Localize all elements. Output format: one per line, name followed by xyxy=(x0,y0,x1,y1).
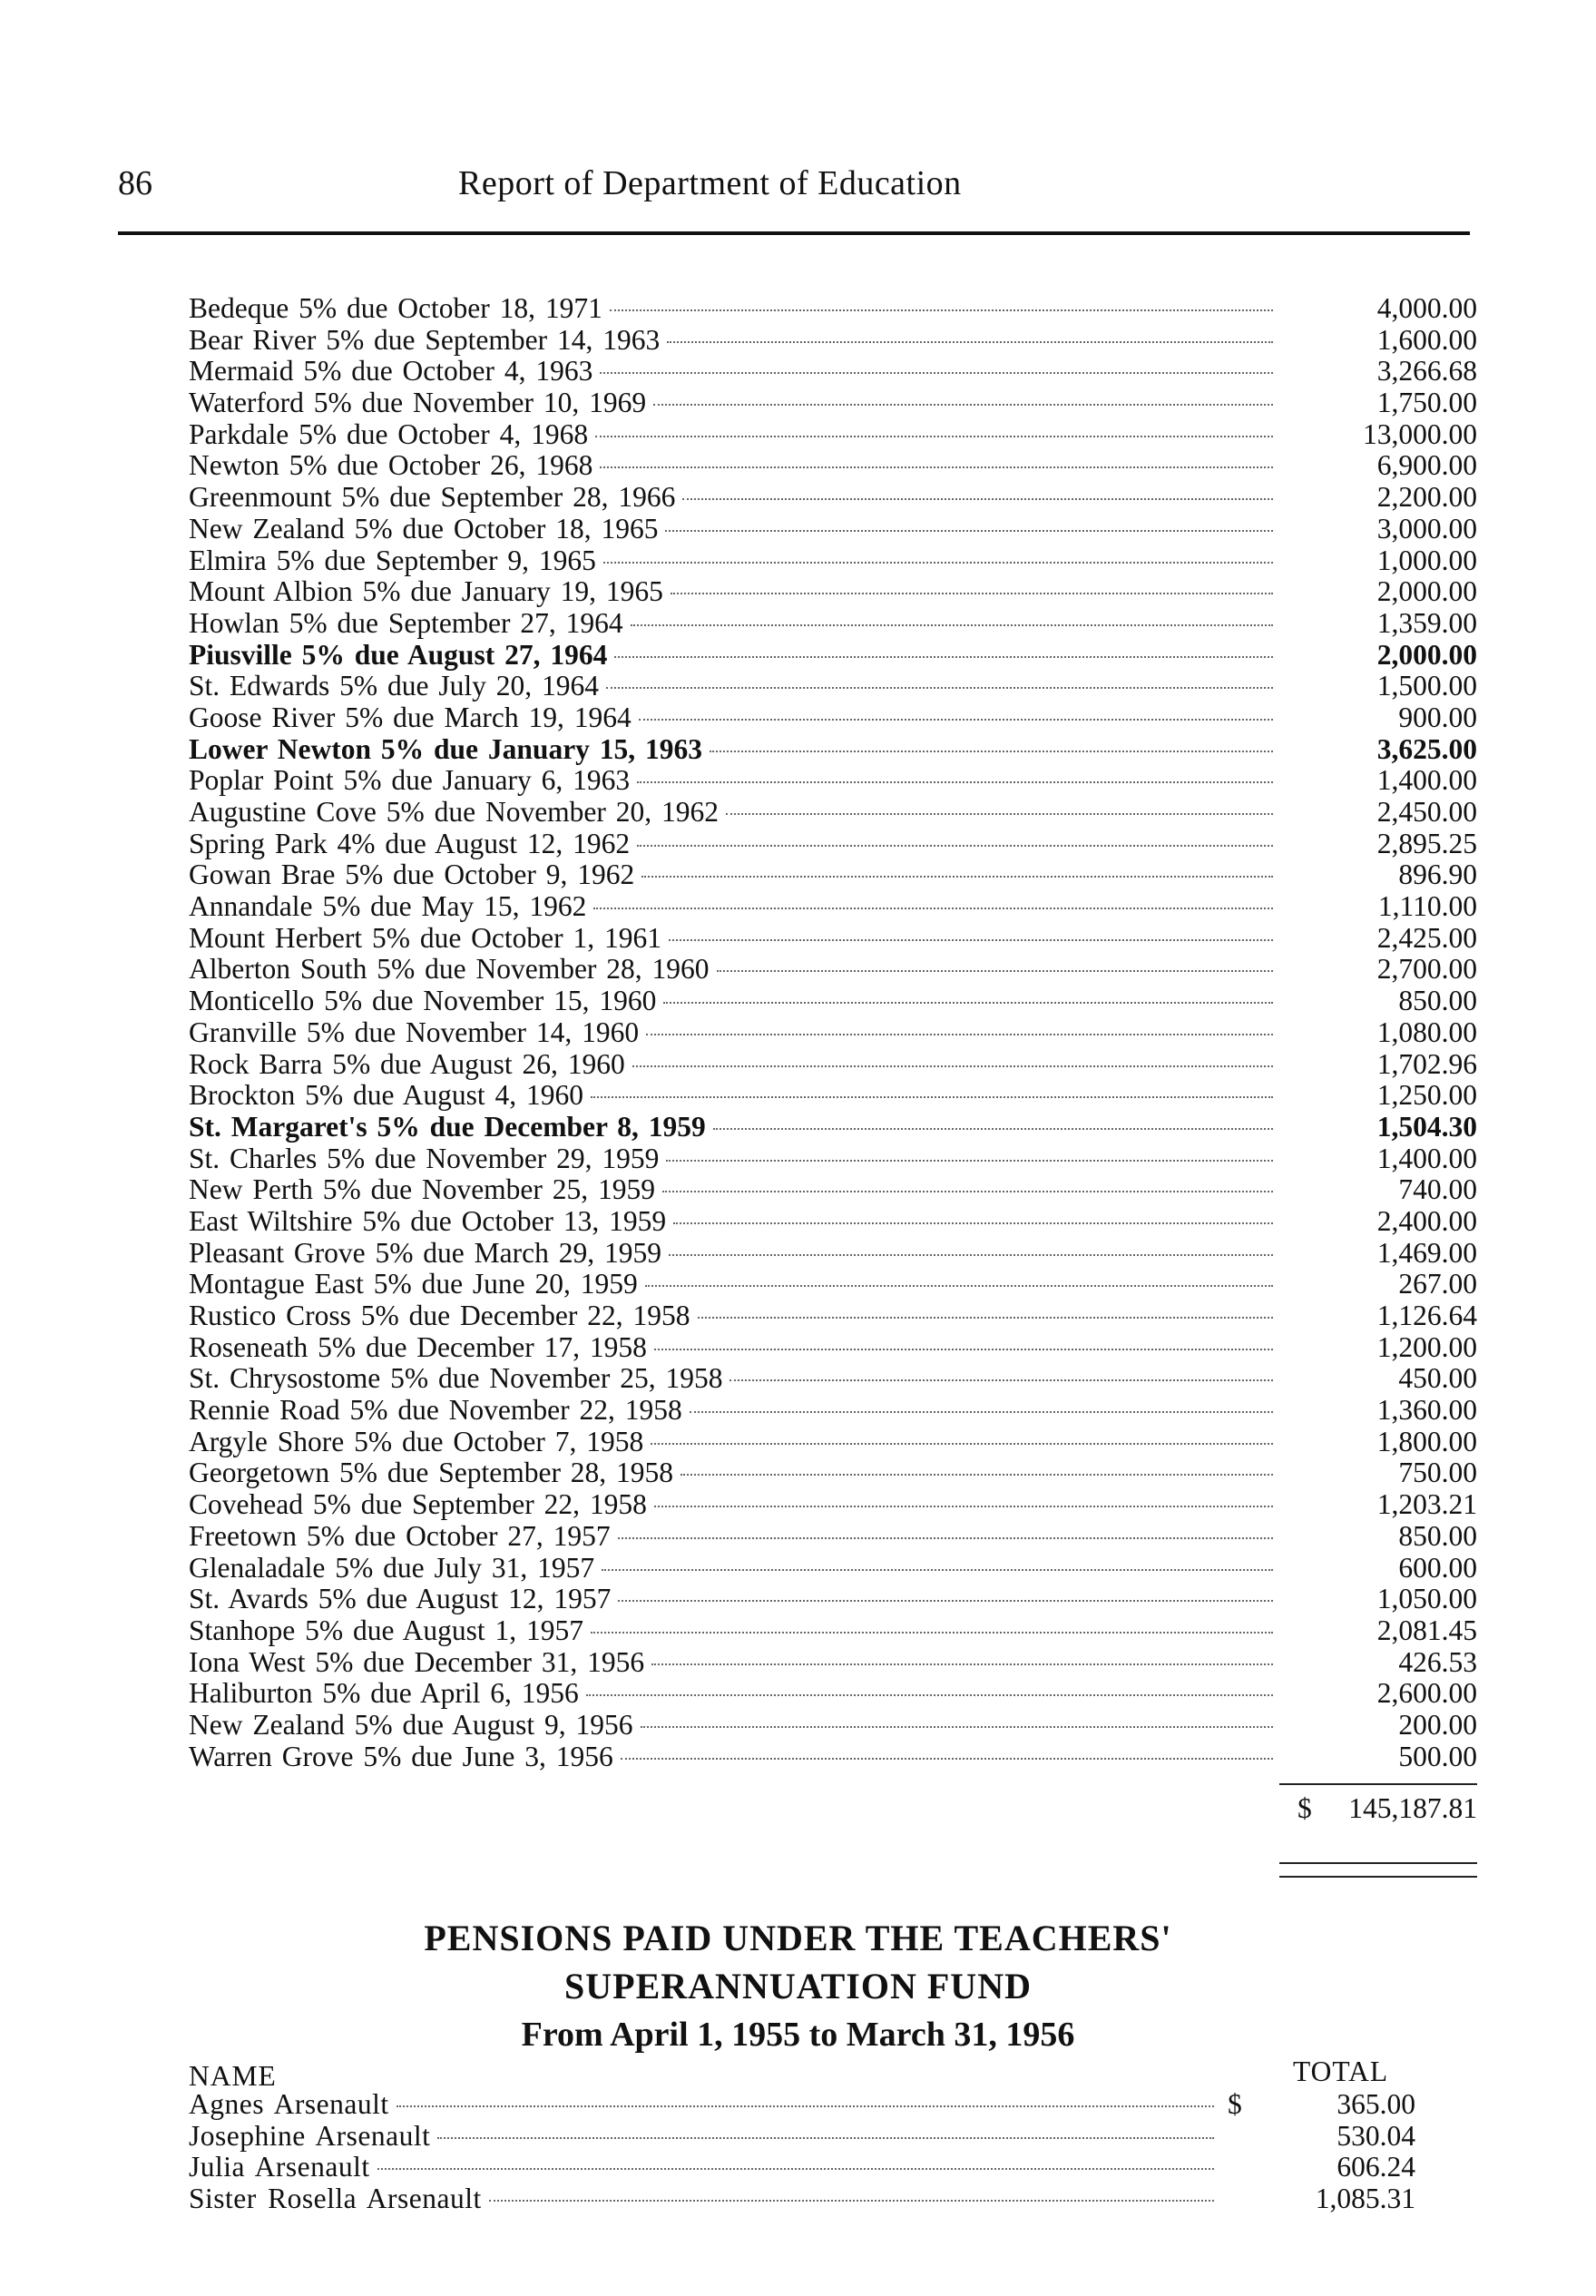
ledger-amount: 1,080.00 xyxy=(1376,1016,1477,1048)
ledger-row xyxy=(189,1269,1477,1300)
ledger-amount: 1,250.00 xyxy=(1376,1079,1477,1112)
ledger-row xyxy=(189,482,1477,514)
ledger-label-text: Greenmount 5% due September 28, 1966 xyxy=(189,481,676,514)
ledger-amount: 1,000.00 xyxy=(1376,544,1477,576)
dot-leader xyxy=(653,404,1273,406)
ledger-label xyxy=(189,450,1273,482)
ledger-label-text: St. Chrysostome 5% due November 25, 1958 xyxy=(189,1362,723,1395)
ledger-label xyxy=(189,1395,1273,1427)
ledger-label-text: Howlan 5% due September 27, 1964 xyxy=(189,606,623,639)
dot-leader xyxy=(377,2168,1214,2170)
dot-leader xyxy=(606,687,1273,689)
ledger-label-text: Bedeque 5% due October 18, 1971 xyxy=(189,292,602,324)
ledger-label xyxy=(189,954,1273,986)
ledger-label-text: Rustico Cross 5% due December 22, 1958 xyxy=(189,1300,690,1331)
ledger-row xyxy=(189,576,1477,608)
ledger-row xyxy=(189,514,1477,545)
ledger-amount: 1,126.64 xyxy=(1376,1300,1477,1331)
pension-name: Sister Rosella Arsenault xyxy=(189,2183,482,2215)
pension-label xyxy=(189,2089,1214,2121)
ledger-amount: 850.00 xyxy=(1398,1519,1477,1552)
ledger-label xyxy=(189,1710,1273,1742)
ledger-row xyxy=(189,1395,1477,1427)
ledger-label xyxy=(189,640,1273,672)
ledger-amount: 1,400.00 xyxy=(1376,1142,1477,1174)
ledger-label xyxy=(189,797,1273,829)
ledger-label xyxy=(189,1363,1273,1395)
ledger-row xyxy=(189,1553,1477,1585)
ledger-label xyxy=(189,1300,1273,1332)
ledger-amount: 2,000.00 xyxy=(1376,638,1477,671)
pension-amount: 1,085.31 xyxy=(1315,2183,1415,2215)
ledger-amount: 1,702.96 xyxy=(1376,1047,1477,1080)
ledger-amount: 6,900.00 xyxy=(1376,449,1477,482)
dot-leader xyxy=(682,498,1273,500)
ledger-label xyxy=(189,765,1273,797)
ledger-label xyxy=(189,671,1273,702)
total-double-rule-upper xyxy=(1279,1862,1477,1864)
ledger-amount: 850.00 xyxy=(1398,985,1477,1017)
ledger-amount: 426.53 xyxy=(1398,1645,1477,1678)
dot-leader xyxy=(646,1034,1273,1035)
ledger-amount: 2,700.00 xyxy=(1376,953,1477,986)
ledger-amount: 3,266.68 xyxy=(1376,355,1477,388)
ledger-amount: 1,504.30 xyxy=(1376,1110,1477,1143)
ledger-label-text: Newton 5% due October 26, 1968 xyxy=(189,449,593,482)
ledger-row xyxy=(189,608,1477,640)
ledger-label xyxy=(189,1174,1273,1206)
dot-leader xyxy=(591,1632,1273,1634)
ledger-label-text: Roseneath 5% due December 17, 1958 xyxy=(189,1330,647,1363)
pension-label xyxy=(189,2121,1214,2153)
dot-leader xyxy=(618,1537,1273,1539)
ledger-label xyxy=(189,419,1273,451)
ledger-row xyxy=(189,1238,1477,1270)
ledger-label-text: Gowan Brae 5% due October 9, 1962 xyxy=(189,859,635,891)
ledger-row xyxy=(189,1710,1477,1742)
ledger-row xyxy=(189,356,1477,388)
total-double-rule-lower xyxy=(1279,1876,1477,1878)
ledger-label xyxy=(189,576,1273,608)
ledger-row xyxy=(189,1300,1477,1332)
ledger-row xyxy=(189,1521,1477,1553)
page-number: 86 xyxy=(118,164,152,202)
total-currency: $ xyxy=(1297,1792,1312,1824)
ledger-label xyxy=(189,325,1273,357)
ledger-label-text: St. Edwards 5% due July 20, 1964 xyxy=(189,670,599,702)
pension-row xyxy=(189,2121,1415,2153)
ledger-row xyxy=(189,765,1477,797)
dot-leader xyxy=(603,562,1273,564)
ledger-label-text: Parkdale 5% due October 4, 1968 xyxy=(189,417,589,450)
ledger-row xyxy=(189,1584,1477,1615)
dot-leader xyxy=(651,1443,1273,1445)
ledger-label xyxy=(189,1080,1273,1112)
ledger-label xyxy=(189,1427,1273,1458)
ledger-amount: 896.90 xyxy=(1398,859,1477,891)
ledger-label xyxy=(189,1332,1273,1364)
ledger-row xyxy=(189,1017,1477,1049)
pension-amount: 530.04 xyxy=(1337,2119,1415,2152)
ledger-row xyxy=(189,891,1477,923)
ledger-label-text: Montague East 5% due June 20, 1959 xyxy=(189,1268,638,1300)
ledger-label xyxy=(189,734,1273,766)
dot-leader xyxy=(665,530,1273,532)
ledger-row xyxy=(189,1363,1477,1395)
ledger-amount: 1,359.00 xyxy=(1376,606,1477,639)
dot-leader xyxy=(614,656,1273,658)
ledger-row xyxy=(189,702,1477,734)
ledger-amount: 750.00 xyxy=(1398,1457,1477,1489)
ledger-label xyxy=(189,1269,1273,1300)
ledger-amount: 2,200.00 xyxy=(1376,481,1477,514)
ledger-label xyxy=(189,829,1273,860)
dot-leader xyxy=(600,466,1273,468)
ledger-row xyxy=(189,1489,1477,1521)
dot-leader xyxy=(641,876,1273,878)
ledger-row xyxy=(189,545,1477,577)
ledger-amount: 2,600.00 xyxy=(1376,1677,1477,1710)
ledger-row xyxy=(189,1427,1477,1458)
ledger-row xyxy=(189,1143,1477,1175)
ledger-row xyxy=(189,1742,1477,1773)
dot-leader xyxy=(654,1506,1273,1507)
ledger-amount: 1,400.00 xyxy=(1376,764,1477,797)
ledger-amount: 900.00 xyxy=(1398,701,1477,733)
dot-leader xyxy=(437,2137,1214,2139)
ledger-amount: 500.00 xyxy=(1398,1740,1477,1772)
ledger-amount: 1,110.00 xyxy=(1377,890,1477,923)
ledger-row xyxy=(189,1457,1477,1489)
dot-leader xyxy=(729,1379,1273,1381)
page-header xyxy=(118,163,1470,218)
dot-leader xyxy=(489,2200,1214,2202)
dot-leader xyxy=(641,1726,1273,1728)
ledger-amount: 1,050.00 xyxy=(1376,1583,1477,1615)
dot-leader xyxy=(669,939,1273,941)
dot-leader xyxy=(595,436,1273,437)
ledger-label-text: Piusville 5% due August 27, 1964 xyxy=(189,638,608,671)
ledger-row xyxy=(189,797,1477,829)
dot-leader xyxy=(710,751,1273,752)
dot-leader xyxy=(637,781,1273,783)
debenture-ledger xyxy=(189,293,1477,1772)
ledger-row xyxy=(189,1112,1477,1143)
pension-label xyxy=(189,2183,1214,2215)
ledger-amount: 200.00 xyxy=(1398,1708,1477,1741)
ledger-label-text: Waterford 5% due November 10, 1969 xyxy=(189,387,647,419)
ledger-label xyxy=(189,1647,1273,1679)
ledger-label-text: Alberton South 5% due November 28, 1960 xyxy=(189,953,710,986)
ledger-label xyxy=(189,891,1273,923)
pension-currency: $ xyxy=(1228,2088,1242,2120)
dot-leader xyxy=(645,1285,1273,1287)
ledger-label-text: Lower Newton 5% due January 15, 1963 xyxy=(189,732,703,765)
ledger-amount: 1,500.00 xyxy=(1376,670,1477,702)
dot-leader xyxy=(681,1474,1273,1476)
ledger-label xyxy=(189,545,1273,577)
dot-leader xyxy=(618,1600,1273,1602)
ledger-row xyxy=(189,1615,1477,1647)
ledger-row xyxy=(189,954,1477,986)
ledger-label-text: Georgetown 5% due September 28, 1958 xyxy=(189,1457,674,1489)
ledger-row xyxy=(189,419,1477,451)
ledger-amount: 2,450.00 xyxy=(1376,796,1477,828)
ledger-label xyxy=(189,1206,1273,1238)
pension-row xyxy=(189,2152,1415,2183)
ledger-row xyxy=(189,923,1477,955)
dot-leader xyxy=(669,1254,1273,1256)
dot-leader xyxy=(621,1758,1273,1760)
ledger-row xyxy=(189,325,1477,357)
ledger-row xyxy=(189,1332,1477,1364)
ledger-label-text: Argyle Shore 5% due October 7, 1958 xyxy=(189,1425,644,1457)
ledger-amount: 4,000.00 xyxy=(1376,292,1477,324)
ledger-row xyxy=(189,1049,1477,1081)
ledger-label xyxy=(189,702,1273,734)
ledger-label xyxy=(189,1049,1273,1081)
ledger-row xyxy=(189,671,1477,702)
dot-leader xyxy=(593,908,1273,909)
ledger-label xyxy=(189,986,1273,1017)
ledger-label xyxy=(189,1742,1273,1773)
ledger-row xyxy=(189,1080,1477,1112)
ledger-amount: 450.00 xyxy=(1398,1362,1477,1395)
section-heading-line1: PENSIONS PAID UNDER THE TEACHERS' xyxy=(424,1918,1172,1958)
ledger-label-text: St. Charles 5% due November 29, 1959 xyxy=(189,1142,660,1174)
dot-leader xyxy=(651,1663,1273,1665)
ledger-amount: 3,625.00 xyxy=(1376,732,1477,765)
ledger-row xyxy=(189,450,1477,482)
dot-leader xyxy=(654,1349,1273,1350)
ledger-label-text: Monticello 5% due November 15, 1960 xyxy=(189,985,657,1017)
ledger-label-text: Freetown 5% due October 27, 1957 xyxy=(189,1519,611,1552)
ledger-row xyxy=(189,1206,1477,1238)
pension-amount: 606.24 xyxy=(1337,2151,1415,2183)
ledger-row xyxy=(189,986,1477,1017)
ledger-label-text: Spring Park 4% due August 12, 1962 xyxy=(189,827,631,859)
ledger-amount: 1,360.00 xyxy=(1376,1394,1477,1427)
ledger-row xyxy=(189,829,1477,860)
ledger-row xyxy=(189,388,1477,419)
section-heading-line2: SUPERANNUATION FUND xyxy=(564,1966,1032,2007)
dot-leader xyxy=(586,1694,1273,1696)
ledger-label xyxy=(189,514,1273,545)
dot-leader xyxy=(632,1065,1273,1067)
ledger-label-text: Rock Barra 5% due August 26, 1960 xyxy=(189,1047,625,1080)
ledger-amount: 740.00 xyxy=(1398,1173,1477,1206)
total-amount: 145,187.81 xyxy=(1348,1792,1477,1824)
ledger-label-text: Elmira 5% due September 9, 1965 xyxy=(189,544,596,576)
ledger-amount: 2,895.25 xyxy=(1376,827,1477,859)
ledger-row xyxy=(189,859,1477,891)
ledger-amount: 2,425.00 xyxy=(1376,921,1477,954)
dot-leader xyxy=(600,372,1273,374)
ledger-label-text: Annandale 5% due May 15, 1962 xyxy=(189,890,587,923)
total-rule-top xyxy=(1279,1783,1477,1785)
dot-leader xyxy=(671,593,1273,594)
dot-leader xyxy=(667,341,1273,343)
ledger-label-text: Rennie Road 5% due November 22, 1958 xyxy=(189,1394,682,1427)
ledger-row xyxy=(189,1647,1477,1679)
dot-leader xyxy=(666,1160,1273,1162)
ledger-row xyxy=(189,1678,1477,1710)
dot-leader xyxy=(717,970,1273,972)
dot-leader xyxy=(662,1191,1273,1192)
ledger-label-text: Pleasant Grove 5% due March 29, 1959 xyxy=(189,1236,662,1269)
ledger-label xyxy=(189,1112,1273,1143)
ledger-label-text: Mount Albion 5% due January 19, 1965 xyxy=(189,575,663,608)
ledger-label-text: Iona West 5% due December 31, 1956 xyxy=(189,1645,645,1678)
ledger-label xyxy=(189,1584,1273,1615)
ledger-amount: 267.00 xyxy=(1398,1268,1477,1300)
pension-row xyxy=(189,2183,1415,2215)
ledger-label-text: East Wiltshire 5% due October 13, 1959 xyxy=(189,1204,667,1237)
ledger-label xyxy=(189,1238,1273,1270)
ledger-label xyxy=(189,482,1273,514)
ledger-label-text: Covehead 5% due September 22, 1958 xyxy=(189,1488,647,1521)
ledger-label xyxy=(189,608,1273,640)
ledger-label-text: Bear River 5% due September 14, 1963 xyxy=(189,323,661,356)
ledger-label xyxy=(189,923,1273,955)
pension-name: Josephine Arsenault xyxy=(189,2119,431,2152)
ledger-label-text: St. Margaret's 5% due December 8, 1959 xyxy=(189,1110,706,1143)
ledger-row xyxy=(189,293,1477,325)
ledger-amount: 1,600.00 xyxy=(1376,323,1477,356)
ledger-label-text: Haliburton 5% due April 6, 1956 xyxy=(189,1677,579,1710)
ledger-amount: 1,800.00 xyxy=(1376,1425,1477,1457)
dot-leader xyxy=(690,1411,1273,1413)
ledger-row xyxy=(189,734,1477,766)
dot-leader xyxy=(591,1096,1273,1098)
dot-leader xyxy=(673,1222,1273,1224)
dot-leader xyxy=(602,1569,1273,1571)
pension-name: Julia Arsenault xyxy=(189,2151,370,2183)
ledger-label-text: Stanhope 5% due August 1, 1957 xyxy=(189,1614,583,1646)
ledger-amount: 2,000.00 xyxy=(1376,575,1477,608)
ledger-label-text: Goose River 5% due March 19, 1964 xyxy=(189,701,632,733)
ledger-label xyxy=(189,356,1273,388)
ledger-label-text: St. Avards 5% due August 12, 1957 xyxy=(189,1583,612,1615)
ledger-amount: 600.00 xyxy=(1398,1551,1477,1584)
ledger-label-text: Augustine Cove 5% due November 20, 1962 xyxy=(189,796,720,828)
running-title: Report of Department of Education xyxy=(458,164,962,202)
ledger-label-text: Warren Grove 5% due June 3, 1956 xyxy=(189,1740,613,1772)
column-header-total: TOTAL xyxy=(1293,2056,1389,2087)
ledger-amount: 1,200.00 xyxy=(1376,1330,1477,1363)
dot-leader xyxy=(397,2105,1214,2107)
ledger-label xyxy=(189,1678,1273,1710)
dot-leader xyxy=(637,845,1273,847)
ledger-label xyxy=(189,1553,1273,1585)
column-header-name: NAME xyxy=(189,2060,277,2092)
ledger-amount: 2,400.00 xyxy=(1376,1204,1477,1237)
dot-leader xyxy=(663,1002,1273,1004)
ledger-label xyxy=(189,1143,1273,1175)
ledger-label-text: New Perth 5% due November 25, 1959 xyxy=(189,1173,656,1206)
pension-name: Agnes Arsenault xyxy=(189,2088,389,2120)
pension-row xyxy=(189,2089,1415,2121)
ledger-label xyxy=(189,1017,1273,1049)
ledger-amount: 13,000.00 xyxy=(1363,417,1477,450)
ledger-label-text: Granville 5% due November 14, 1960 xyxy=(189,1016,640,1048)
ledger-amount: 2,081.45 xyxy=(1376,1614,1477,1646)
ledger-amount: 1,750.00 xyxy=(1376,387,1477,419)
ledger-label xyxy=(189,859,1273,891)
section-heading-dates: From April 1, 1955 to March 31, 1956 xyxy=(521,2016,1075,2054)
ledger-label xyxy=(189,1615,1273,1647)
ledger-label xyxy=(189,1521,1273,1553)
dot-leader xyxy=(713,1128,1273,1130)
ledger-label-text: New Zealand 5% due October 18, 1965 xyxy=(189,512,659,545)
dot-leader xyxy=(631,624,1273,626)
ledger-row xyxy=(189,640,1477,672)
ledger-label-text: Poplar Point 5% due January 6, 1963 xyxy=(189,764,631,797)
ledger-label xyxy=(189,388,1273,419)
pension-label xyxy=(189,2152,1214,2183)
ledger-label xyxy=(189,293,1273,325)
ledger-label-text: Glenaladale 5% due July 31, 1957 xyxy=(189,1551,595,1584)
dot-leader xyxy=(639,719,1273,721)
dot-leader xyxy=(726,813,1273,815)
ledger-label xyxy=(189,1489,1273,1521)
ledger-amount: 3,000.00 xyxy=(1376,512,1477,545)
ledger-amount: 1,469.00 xyxy=(1376,1236,1477,1269)
ledger-label-text: Brockton 5% due August 4, 1960 xyxy=(189,1079,583,1112)
ledger-label xyxy=(189,1457,1273,1489)
ledger-amount: 1,203.21 xyxy=(1376,1488,1477,1521)
ledger-label-text: Mermaid 5% due October 4, 1963 xyxy=(189,355,593,388)
ledger-label-text: Mount Herbert 5% due October 1, 1961 xyxy=(189,921,662,954)
pensions-list xyxy=(189,2089,1415,2215)
header-rule xyxy=(118,231,1470,235)
ledger-label-text: New Zealand 5% due August 9, 1956 xyxy=(189,1708,633,1741)
dot-leader xyxy=(610,309,1273,311)
ledger-row xyxy=(189,1174,1477,1206)
dot-leader xyxy=(698,1317,1273,1319)
pension-amount: 365.00 xyxy=(1337,2088,1415,2120)
